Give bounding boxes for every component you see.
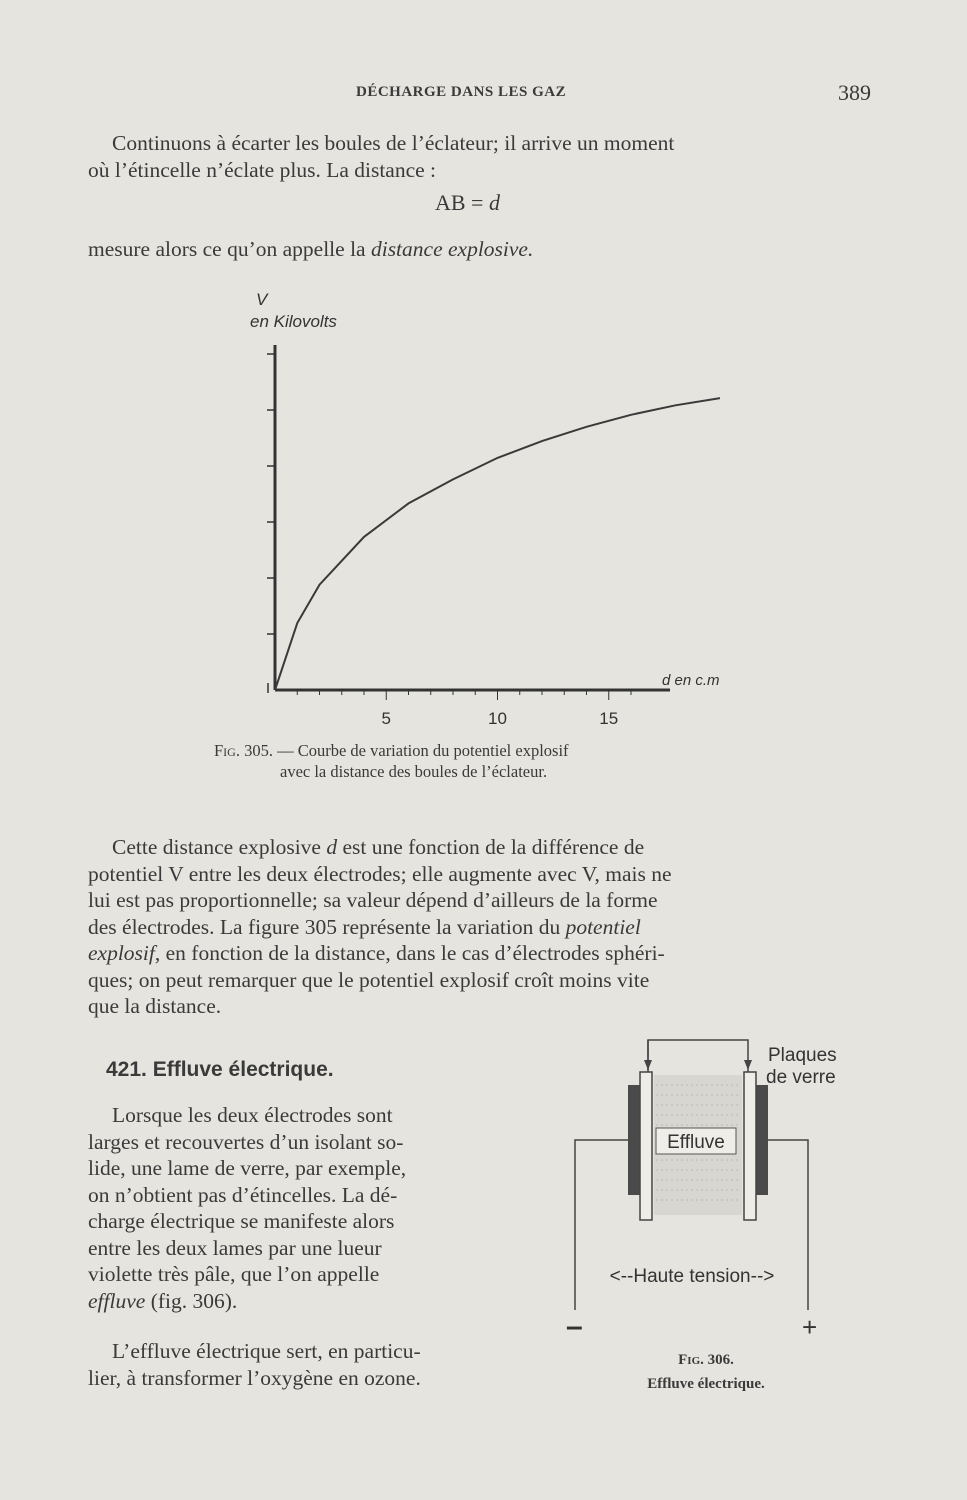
figure-306-caption-text: Effluve électrique. xyxy=(647,1376,765,1392)
top-wire xyxy=(648,1040,748,1072)
minus-sign: – xyxy=(566,1310,583,1340)
running-header: DÉCHARGE DANS LES GAZ xyxy=(356,84,567,100)
series-line-potentiel xyxy=(275,398,720,690)
p2-l4a: des électrodes. La figure 305 représente la variation du xyxy=(88,914,566,939)
s421-p1-l2: lide, une lame de verre, par exemple, xyxy=(88,1156,407,1180)
figure-305-caption xyxy=(214,740,774,782)
figure-305-label: Fig. 305. xyxy=(214,741,273,760)
x-tick-label-5: 5 xyxy=(381,709,391,725)
equation-var: d xyxy=(488,190,500,215)
x-tick-label-10: 10 xyxy=(488,709,507,725)
figure-306-caption xyxy=(596,1348,816,1396)
left-arrow-icon xyxy=(644,1060,652,1070)
s421-p1-l4: charge électrique se manifeste alors xyxy=(88,1209,395,1233)
figure-305-caption-line-1: — Courbe de variation du potentiel explosif xyxy=(277,741,569,760)
p2-l7: que la distance. xyxy=(88,994,222,1018)
paragraph-1b-text: mesure alors ce qu’on appelle la xyxy=(88,237,371,261)
s421-p2-l0: L’effluve électrique sert, en particu- xyxy=(112,1339,421,1363)
plus-sign: + xyxy=(802,1312,818,1340)
right-arrow-icon xyxy=(744,1060,752,1070)
s421-p1-l6: violette très pâle, que l’on appelle xyxy=(88,1262,380,1286)
s421-p1-term: effluve xyxy=(88,1288,146,1313)
x-ticks xyxy=(297,690,631,725)
x-axis-label: d en c.m xyxy=(662,672,720,689)
s421-p1-l3: on n’obtient pas d’étincelles. La dé- xyxy=(88,1182,398,1207)
tension-label: <--Haute tension--> xyxy=(609,1266,775,1287)
s421-p2-l1: lier, à transformer l’oxygène en ozone. xyxy=(88,1365,421,1390)
y-axis-label-line-2: en Kilovolts xyxy=(250,312,337,331)
figure-305-chart xyxy=(230,285,760,725)
figure-306-label: Fig. 306. xyxy=(678,1352,734,1368)
p2-l1-var: d xyxy=(326,835,338,859)
p2-l2: potentiel V entre les deux électrodes; elle augmente avec V, mais ne xyxy=(88,861,672,886)
s421-p1-l0: Lorsque les deux électrodes sont xyxy=(112,1103,393,1127)
equation-left: AB = xyxy=(435,190,489,215)
right-electrode xyxy=(756,1085,768,1195)
plates-label-line-1: Plaques xyxy=(768,1045,837,1066)
left-glass-plate xyxy=(640,1072,652,1220)
left-electrode xyxy=(628,1085,640,1195)
p2-l4-term: potentiel xyxy=(565,914,641,939)
paragraph-1b-term: distance explosive. xyxy=(370,237,534,261)
p2-l1b: est une fonction de la différence de xyxy=(337,835,645,859)
y-axis-label-line-1: V xyxy=(256,290,268,309)
paragraph-1b xyxy=(88,236,878,263)
equation xyxy=(435,190,500,216)
section-421-paragraph-2 xyxy=(88,1338,516,1391)
paragraph-1 xyxy=(88,130,878,183)
s421-p1-l1: larges et recouvertes d’un isolant so- xyxy=(88,1129,404,1154)
p2-l5b: , en fonction de la distance, dans le cas d’électrodes sphéri- xyxy=(154,941,665,965)
section-421-heading: 421. Effluve électrique. xyxy=(106,1058,334,1081)
plates-label-line-2: de verre xyxy=(766,1067,836,1088)
page-number: 389 xyxy=(838,80,871,105)
section-421-paragraph-1 xyxy=(88,1102,516,1314)
right-glass-plate xyxy=(744,1072,756,1220)
paragraph-2 xyxy=(88,834,878,1020)
x-tick-label-15: 15 xyxy=(599,709,619,725)
s421-p1-l5: entre les deux lames par une lueur xyxy=(88,1235,382,1260)
p2-l6: ques; on peut remarquer que le potentiel explosif croît moins vite xyxy=(88,967,650,992)
p2-l1: Cette distance explosive xyxy=(112,835,327,859)
paragraph-1-line-1: Continuons à écarter les boules de l’éclateur; il arrive un moment xyxy=(112,131,675,155)
figure-306-diagram xyxy=(560,1030,880,1340)
paragraph-1-line-2: où l’étincelle n’éclate plus. La distance : xyxy=(88,157,437,182)
p2-l3: lui est pas proportionnelle; sa valeur dépend d’ailleurs de la forme xyxy=(88,888,658,912)
s421-p1-rest: (fig. 306). xyxy=(145,1288,238,1313)
effluve-label: Effluve xyxy=(667,1132,725,1153)
figure-305-caption-line-2: avec la distance des boules de l’éclateur. xyxy=(280,762,548,781)
p2-l5-term: explosif xyxy=(88,941,155,965)
